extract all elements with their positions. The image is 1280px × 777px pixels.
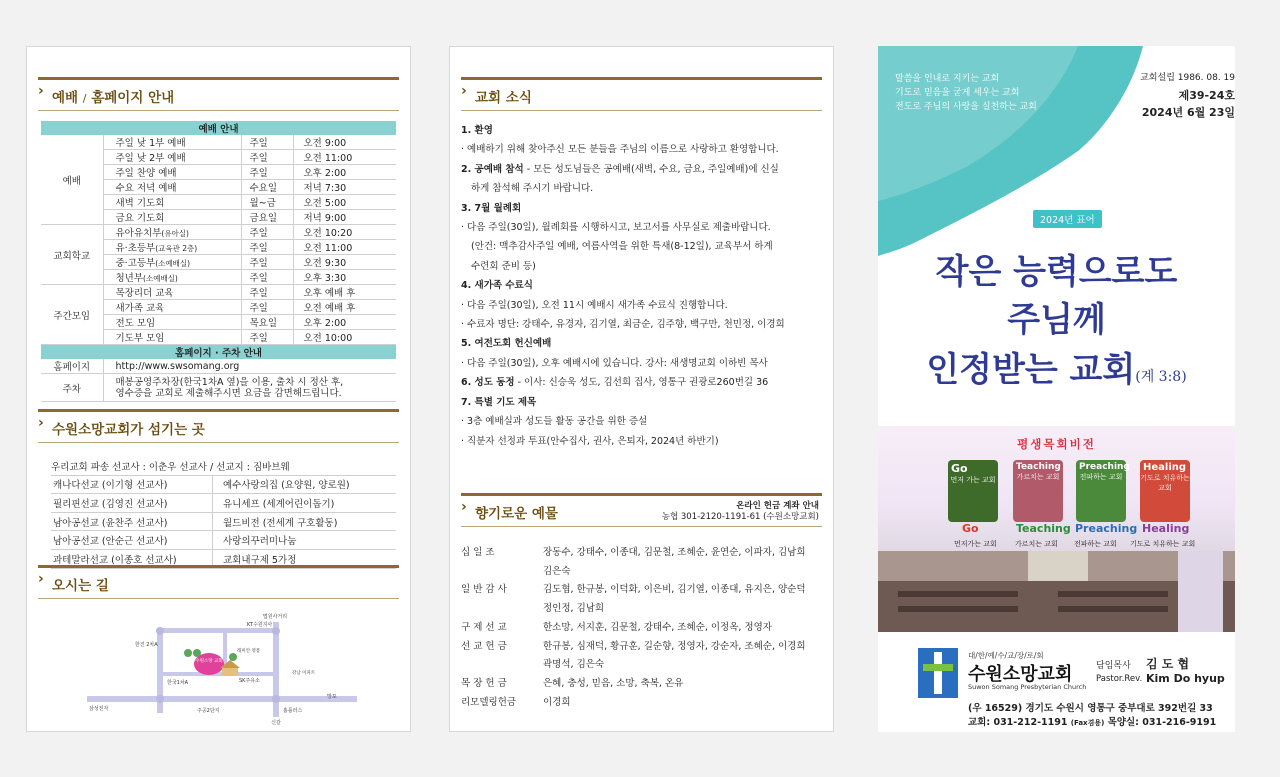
online-offering-info: 온라인 헌금 계좌 안내 농협 301-2120-1191-61 (수원소망교회) (661, 501, 819, 522)
list-item: 일 반 감 사 김도협, 한규봉, 이덕화, 이은비, 김기열, 이종대, 유지은, 양순덕 (461, 584, 806, 596)
offering-section-header: › 향기로운 예물 (461, 493, 822, 527)
vision-card-go: Go 먼저 가는 교회 (948, 460, 998, 522)
motto-line-1: 작은 능력으로도 (935, 252, 1178, 292)
list-item: 정인정, 김남희 (543, 603, 605, 615)
list-item: 십 일 조 장동수, 강태수, 이종대, 김문철, 조혜순, 윤연순, 이파자, 김남희 (461, 547, 806, 558)
svg-text:법원사거리: 법원사거리 (262, 614, 288, 620)
list-item: 선 교 헌 금 한규봉, 심재덕, 황규훈, 길순향, 정영자, 강순자, 조혜순, 이경희 (461, 640, 806, 652)
vision-card-teaching: Teaching 가르치는 교회 (1013, 460, 1063, 522)
group-worship: 예배 (41, 135, 103, 225)
news-section-header: › 교회 소식 (461, 77, 822, 111)
svg-text:한진 2차A: 한진 2차A (135, 642, 158, 648)
motto-line-3: 인정받는 교회(계 3:8) (926, 350, 1187, 390)
worship-panel (26, 46, 411, 732)
svg-text:삼성전자: 삼성전자 (89, 706, 109, 712)
list-item: 과테말라선교 (이종호 선교사) 교회내구제 5가정 (51, 550, 396, 569)
list-item: 리모델링헌금 이경희 (461, 696, 571, 708)
church-address: (우 16529) 경기도 수원시 영통구 중부대로 392번길 33 (968, 703, 1213, 714)
news-panel (449, 46, 834, 732)
group-weekly: 주간모임 (41, 285, 103, 345)
church-phones: 교회: 031-212-1191 (Fax겸용) 목양실: 031-216-9191 (968, 717, 1217, 728)
svg-text:주공2단지: 주공2단지 (197, 708, 220, 714)
svg-text:강남 이파트: 강남 이파트 (292, 671, 316, 676)
vision-card-healing: Healing 기도로 치유하는 교회 (1140, 460, 1190, 522)
church-logo-icon (918, 648, 958, 698)
list-item: 목 장 헌 금 은혜, 충성, 믿음, 소망, 축복, 온유 (461, 677, 684, 689)
worship-section-header (38, 77, 399, 111)
vision-card-preaching: Preaching 전파하는 교회 (1076, 460, 1126, 522)
svg-text:망포: 망포 (327, 694, 337, 700)
list-item: 필리핀선교 (김영진 선교사) 유니세프 (세계어린이돕기) (51, 494, 396, 513)
news-list: 1. 환영 · 예배하기 위해 찾아주신 모든 분들을 주님의 이름으로 사랑하고 환영합니다. 2. 공예배 참석 - 모든 성도님들은 공예배(새벽, 수요, 금요, 주일예배)에 신실 하게 참석해 주시기 바랍니다. 3. 7월 월례회 · 다음 주일(30일), 월례회를 시행하시고, 보고서를 사무실로 제출바랍니다. (안건: 맥추감사주일 예배, 여름사역을 위한 특새(8-12일), 교육부서 하계 수련회 준비 등) 4. 새가족 수료식 · 다음 주일(30일), 오전 11시 예배시 새가족 수료식 진행합니다. · 수료자 명단: 강태수, 유경자, 김기열, 최금순, 김주향, 백구만, 천민정, 이경희 5. 여전도회 헌신예배 · 다음 주일(30일), 오후 예배시에 있습니다. 강사: 새생명교회 이하빈 목사 6. 성도 동정 - 이사: 신승욱 성도, 김선희 집사, 영통구 권광로260번길 36 7. 특별 기도 제목 · 3층 예배실과 성도들 활동 공간을 위한 증설 · 직분자 선정과 투표(안수집사, 권사, 은퇴자, 2024년 하반기) (461, 125, 785, 447)
church-verses: 말씀을 인내로 지키는 교회 기도로 믿음을 굳게 세우는 교회 전도로 주님의 사랑을 실천하는 교회 (895, 74, 1037, 112)
cover-panel (878, 46, 1235, 732)
group-church-school: 교회학교 (41, 225, 103, 285)
directions-section-header: › 오시는 길 (38, 565, 399, 599)
list-item: 남아공선교 (안순근 선교사) 사랑의꾸러미나눔 (51, 531, 396, 550)
sanctuary-photo (878, 551, 1235, 632)
svg-text:신갈: 신갈 (271, 720, 281, 726)
issue-info: 교회설립 1986. 08. 19 제39-24호 2024년 6월 23일 (1140, 73, 1235, 119)
homepage-url[interactable]: http://www.swsomang.org (103, 359, 396, 374)
list-item: 남아공선교 (윤찬주 선교사) 월드비전 (전세계 구호활동) (51, 513, 396, 532)
list-item: 구 제 선 교 한소망, 서지훈, 김문철, 강태수, 조혜순, 이정옥, 정영자 (461, 621, 772, 633)
offering-list (461, 544, 826, 712)
mission-list: 우리교회 파송 선교사 : 이춘우 선교사 / 선교지 : 짐바브웨 캐나다선교 (이기형 선교사) 예수사랑의집 (요양원, 양로원) 필리핀선교 (김영진 선교사) 유니세프 (세계어린이돕기) 남아공선교 (윤찬주 선교사) 월드비전 (전세계 구호활동) 남아공선교 (안순근 선교사) 사랑의꾸러미나눔 과테말라선교 (이종호 선교사) 교회내구제 5가정 (51, 457, 396, 569)
motto-line-2: 주님께 (1007, 300, 1106, 340)
church-name: 수원소망교회 (968, 664, 1073, 685)
list-item: 캐나다선교 (이기형 선교사) 예수사랑의집 (요양원, 양로원) (51, 476, 396, 495)
svg-text:SK주유소: SK주유소 (239, 678, 260, 684)
list-item: 곽명석, 김은숙 (543, 659, 605, 671)
vision-box: 평생목회비전 Go 먼저 가는 교회 Teaching 가르치는 교회 Preaching 전파하는 교회 Healing 기도로 치유하는 교회 Go Teaching Preaching Healing 먼저가는 교회 가르치는 교회 전파하는 교회 기도로 치유하는 교회 (878, 426, 1235, 632)
list-item: 김은숙 (543, 565, 571, 577)
svg-text:홈플러스: 홈플러스 (283, 708, 303, 714)
church-footer: 대/한/예/수/교/장/로/회 수원소망교회 Suwon Somang Presbyterian Church 담임목사 김 도 협 Pastor.Rev. Kim Do hyup (918, 646, 1228, 726)
worship-section-title: › 예배 / 홈페이지 안내 (38, 80, 399, 104)
svg-text:래미안 영통: 래미안 영통 (237, 649, 261, 654)
worship-table-header: 예배 안내 (41, 121, 396, 135)
homepage-table-header: 홈페이지 · 주차 안내 (41, 345, 396, 360)
motto-badge: 2024년 표어 (1033, 210, 1102, 228)
worship-table: 예배 안내 예배 주일 낮 1부 예배 주일 오전 9:00 주일 낮 2부 예배 주일 오전 11:00 주일 찬양 예배 주일 오후 2:00 수요 저녁 예배 수요일 저녁 7:30 새벽 기도회 월~금 오전 5:00 금요 기도회 금요일 저녁 9:00 교회학교 유아유치부(유아실) 주일 오전 10:20 유·초등부(교육관 2층) 주일 오전 11:00 중·고등부(소예배실) 주일 오전 9:30 청년부(소예배실) 주일 오후 3:30 주간모임 목장리더 교육 주일 오후 예배 후 새가족 교육 주일 오전 예배 후 전도 모임 목요일 오후 2:00 기도부 모임 주일 오전 10:00 홈페이지 · 주차 안내 홈페이지 http://www.swsomang.org 주차 매봉공영주차장(한국1차A 옆)을 이용, 출차 시 정산 후, 영수증을 교회로 제출해주시면 요금을 감면해드립니다. (41, 121, 396, 402)
parking-info: 매봉공영주차장(한국1차A 옆)을 이용, 출차 시 정산 후, 영수증을 교회로 제출해주시면 요금을 감면해드립니다. (103, 374, 396, 402)
svg-text:KT수원지사: KT수원지사 (247, 622, 273, 628)
svg-text:수원소망 교회: 수원소망 교회 (195, 659, 223, 664)
mission-section-header: › 수원소망교회가 섬기는 곳 (38, 409, 399, 443)
directions-map (87, 612, 357, 727)
svg-text:한국1차A: 한국1차A (167, 680, 189, 686)
